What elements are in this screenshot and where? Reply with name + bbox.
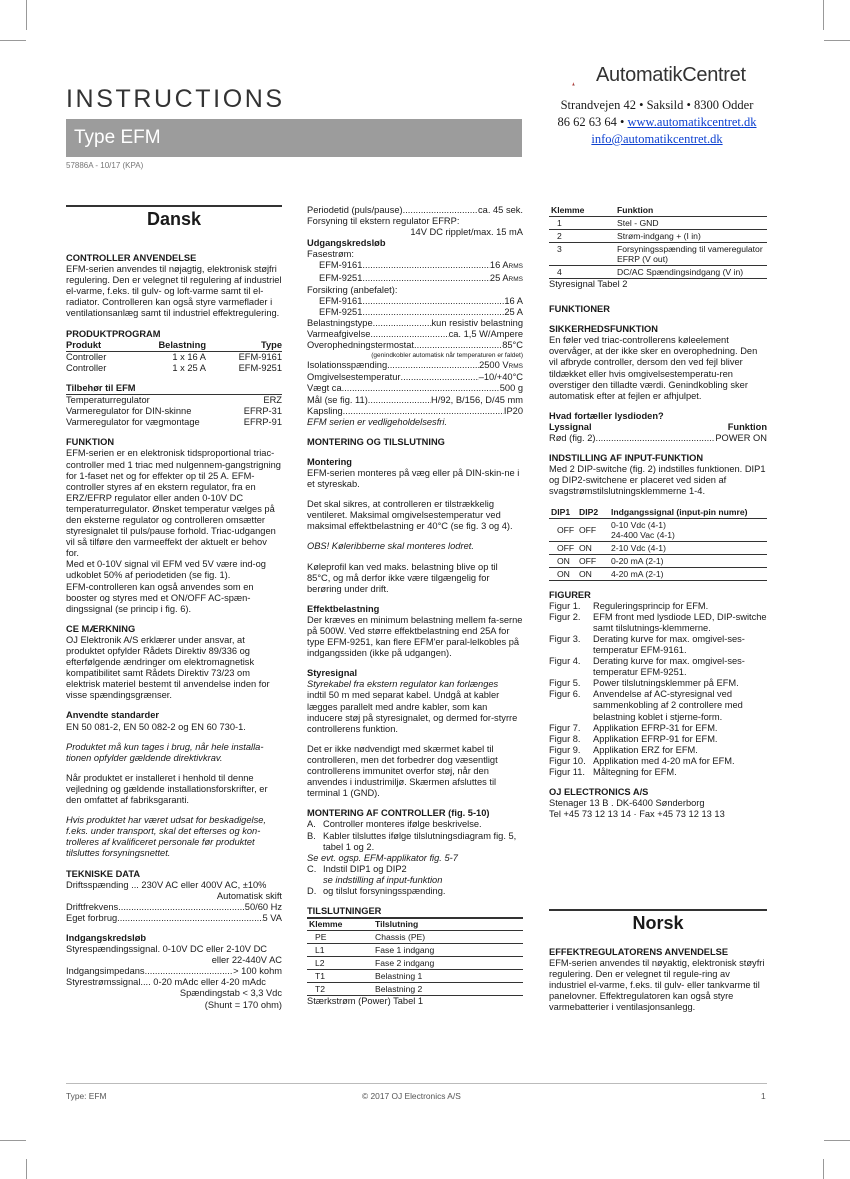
company-contact [545,97,769,148]
cell: Forsyningsspænding til vameregulator EFRP (V out) [615,243,767,266]
subheading: Styresignal [307,668,358,679]
tech-line [307,383,523,394]
figure-number: Figur 8. [549,733,581,744]
table-row [549,266,767,279]
paragraph: EFM-serien er en elektronisk tidsproportional triac-controller med 1 triac med nulgennem-gangstrigning for 1-faset net og for effekter op til 25 A. EFM-controller styres af en ekstern regulator, fra en ERZ/EFRP regulator eller anden 0-10V DC temperaturregulator. Ønsket temperatur vælges på den eksterne regulator og controlleren omsætter styresignalet til puls/pause forhold. Triac-udgangen vil så tilføre den varmeeffekt der aktuelt er behov for. [66,448,281,559]
column-header: Lyssignal [549,421,592,432]
list-item [307,831,523,853]
label: Kapsling [307,405,343,416]
table-caption: Stærkstrøm (Power) Tabel 1 [307,996,424,1007]
accessory-list [66,394,282,428]
cell: EFRP-31 [243,406,282,417]
list-marker: B. [307,830,316,841]
figure-item [549,656,767,678]
note: se indstilling af input-funktion [323,874,443,885]
table-row [66,363,282,374]
list-text: Indstil DIP1 og DIP2 [323,863,407,874]
dip-table [549,507,767,581]
cell: 2 [549,230,615,243]
company-logo-text: AutomatikCentret [596,64,746,86]
tech-line [307,260,523,272]
cell: 2-10 Vdc (4-1) [609,541,767,554]
label: Omgivelsestemperatur [307,372,401,383]
address-line: Stenager 13 B . DK-6400 Sønderborg [549,798,705,809]
tech-line [307,296,523,307]
figure-number: Figur 3. [549,633,581,644]
paragraph: Når produktet er installeret i henhold til denne vejledning og gældende installationsforskrifter, er den omfattet af fabriksgaranti. [66,772,268,806]
cell: 1 [549,217,615,230]
list-item [307,864,523,875]
section-heading: FIGURER [549,589,591,600]
table-row [307,931,523,944]
cell: OFF [549,518,577,541]
table-row [307,970,523,983]
crop-mark [26,1159,27,1179]
tech-line [307,205,523,216]
tech-line [307,329,523,340]
column-header: Belastning [158,339,206,350]
figure-item [549,723,767,734]
crop-mark [823,1159,824,1179]
paragraph: EFM-controlleren kan også anvendes som en booster og styres med et ON/OFF AC-spæn-dingssignal (se princip i fig. 6). [66,581,254,614]
tech-line: Fasestrøm: [307,249,355,260]
crop-mark [823,0,824,30]
figure-caption: Applikation EFRP-31 for EFM. [593,722,718,733]
paragraph: indtil 50 m med separat kabel. Undgå at kabler lægges parallelt med andre kabler, som kan inducere støj på styresignalet, og dermed for-styrre controllerens funktion. [307,690,518,734]
section-heading: TEKNISKE DATA [66,868,141,879]
cell: DC/AC Spændingsindgang (V in) [615,266,767,279]
section-heading: OJ ELECTRONICS A/S [549,787,649,798]
subheading: Hvad fortæller lysdioden? [549,410,664,421]
paragraph: Hvis produktet har været udsat for beskadigelse, f.eks. under transport, skal det efterses og kon-trolleres af kvalificeret personale før produktet tilsluttes forsyningsnettet. [66,815,266,859]
section-heading: FUNKTION [66,437,115,448]
tech-line: Forsikring (anbefalet): [307,284,398,295]
section-heading: INDSTILLING AF INPUT-FUNKTION [549,453,704,464]
led-table-header [549,422,767,433]
table-row [307,957,523,970]
figure-caption: EFM front med lysdiode LED, DIP-switche samt tilslutnings-klemmerne. [593,611,767,633]
cell: Belastning 1 [373,970,523,983]
value [490,260,523,272]
cell: 1 x 25 A [172,362,206,373]
tech-line [307,372,523,383]
value: POWER ON [715,433,767,444]
table-row [549,554,767,567]
cell: ON [577,567,609,580]
figure-item [549,634,767,656]
cell: ON [549,554,577,567]
cell: T2 [307,983,373,996]
section-heading: MONTERING OG TILSLUTNING [307,436,445,447]
value-number: 16 A [489,260,509,271]
figure-item [549,745,767,756]
paragraph: EFM serien er vedligeholdelsesfri. [307,416,448,427]
cell: Controller [66,362,107,373]
address-line: Tel +45 73 12 13 14 · Fax +45 73 12 13 13 [549,809,725,820]
value: kun resistiv belastning [431,317,523,328]
cell: EFM-9161 [238,351,282,362]
tech-line [66,913,282,924]
tech-line [307,406,523,417]
crop-mark [0,1140,26,1141]
language-heading-dansk: Dansk [66,205,282,231]
label: EFM-9161 [319,295,363,306]
table-row [549,243,767,266]
cell: 4-20 mA (2-1) [609,567,767,580]
list-item [66,395,282,406]
paragraph: OJ Elektronik A/S erklærer under ansvar, at produktet opfylder Rådets Direktiv 89/336 og efterfølgende ændringer om elektromagnetisk kompatibilitet samt Rådets Direktiv 73/23 om elektrisk materiel bestemt til anvendelse inden for visse spændingsgrænser. [66,634,270,701]
subheading: Anvendte standarder [66,710,159,721]
column-header: Tilslutning [373,918,523,931]
value-number: 2500 V [479,360,509,371]
figure-item [549,756,767,767]
subheading: Indgangskredsløb [66,932,147,943]
cell: L1 [307,944,373,957]
label: Periodetid (puls/pause) [307,205,403,215]
table-row [549,217,767,230]
value: IP20 [503,405,523,416]
unit: RMS [508,263,523,271]
cell: Chassis (PE) [373,931,523,944]
label: Rød (fig. 2) [549,433,596,444]
label: Driftfrekvens [66,901,119,912]
tech-line: Styrestrømssignal.... 0-20 mAdc eller 4-20 mAdc [66,977,266,988]
paragraph: EFM-serien anvendes til nøjagtig, elektronisk støjfri regulering. Den er velegnet til regulering af industriel el-varme, f.eks. til gulv- og loft-varme samt til el-radiator. Controlleren kan også styre varmeflader i ventilationsanlæg samt til industriel effektregulering. [66,264,282,319]
label: Indgangsimpedans [66,966,145,977]
figure-number: Figur 4. [549,656,581,667]
tech-line [66,966,282,977]
label: EFM-9251 [319,272,363,283]
label: Overophedningstermostat [307,340,414,351]
value: ca. 1,5 W/Ampere [448,329,523,340]
table-row [66,352,282,363]
section-heading: FUNKTIONER [549,304,610,315]
value: ca. 45 sek. [478,205,523,215]
crop-mark [26,0,27,30]
footer-left: Type: EFM [66,1091,107,1101]
cell: T1 [307,970,373,983]
tech-line: 14V DC ripplet/max. 15 mA [410,227,523,238]
tech-line [66,902,282,913]
figure-caption: Anvendelse af AC-styresignal ved sammenkobling af 2 controllere med belastning koblet i stjerne-form. [593,689,743,722]
cell: Stel - GND [615,217,767,230]
list-text: Controller monteres ifølge beskrivelse. [323,819,482,830]
tech-line [307,360,523,372]
subheading: Tilbehør til EFM [66,382,136,393]
label: Belastningstype [307,317,373,328]
tech-line: Spændingstab < 3,3 Vdc [179,988,282,999]
cell: ERZ [263,395,282,406]
paragraph: Med et 0-10V signal vil EFM ved 5V være ind-og udkoblet 50% af periodetiden (se fig. 1). [66,559,266,581]
tech-line: (Shunt = 170 ohm) [204,999,282,1010]
type-banner [66,119,522,157]
tech-line [307,273,523,285]
cell: Fase 2 indgang [373,957,523,970]
table-row [549,567,767,580]
cell: Fase 1 indgang [373,944,523,957]
value: H/92, B/156, D/45 mm [431,394,523,405]
cell: 4 [549,266,615,279]
cell: PE [307,931,373,944]
led-row [549,433,767,444]
section-heading: SIKKERHEDSFUNKTION [549,324,658,335]
table-caption: Styresignal Tabel 2 [549,279,628,289]
figure-item [549,612,767,634]
value: 50/60 Hz [244,901,282,912]
norsk-section [549,909,767,1014]
value [490,273,523,285]
cell: 3 [549,243,615,266]
note: Se evt. ogsp. EFM-applikator fig. 5-7 [307,852,458,863]
type-label: Type EFM [74,127,161,148]
table-row [549,518,767,541]
section-heading: MONTERING AF CONTROLLER (fig. 5-10) [307,808,490,819]
figure-caption: Applikation ERZ for EFM. [593,744,698,755]
column-header: Funktion [615,205,767,217]
paragraph: EN 50 081-2, EN 50 082-2 og EN 60 730-1. [66,721,246,732]
paragraph: Det er ikke nødvendigt med skærmet kabel til controlleren, men det forbedrer dog væsentligt controllerens immunitet overfor støj, når den anvendes i industrimiljø. Skærmen afsluttes til terminal 1 (GND). [307,743,498,799]
paragraph: OBS! Køleribberne skal monteres lodret. [307,541,474,552]
footer-copyright: © 2017 OJ Electronics A/S [362,1091,461,1101]
list-text: og tilslut forsyningsspænding. [323,885,446,896]
cell: EFM-9251 [238,362,282,373]
column-header: Indgangssignal (input-pin numre) [609,507,767,519]
column-3 [549,205,767,820]
list-marker: C. [307,863,317,874]
tech-line: Driftsspænding ... 230V AC eller 400V AC, ±10% [66,879,267,890]
section-heading: PRODUKTPROGRAM [66,328,161,339]
page-title: INSTRUCTIONS [66,85,285,113]
cell: OFF [549,541,577,554]
figure-caption: Power tilslutningsklemmer på EFM. [593,678,739,689]
value: > 100 kohm [233,966,282,977]
company-website-link[interactable]: www.automatikcentret.dk [627,115,757,129]
value: 500 g [499,383,523,394]
cell: Controller [66,351,107,362]
figure-caption: Måltegning for EFM. [593,767,677,777]
list-item [307,819,523,830]
value: 5 VA [262,912,282,923]
tech-line [307,395,523,406]
figure-item [549,689,767,722]
column-header: Funktion [727,421,767,432]
value: 25 A [504,306,523,317]
column-header: Produkt [66,339,102,350]
column-header: DIP1 [549,507,577,519]
list-item [66,406,282,417]
figure-list [549,601,767,779]
figure-number: Figur 9. [549,744,581,755]
value: –10/+40°C [478,372,523,383]
figure-item [549,734,767,745]
cell: OFF [577,554,609,567]
figure-number: Figur 2. [549,611,581,622]
table-row [307,944,523,957]
column-header: Type [260,339,282,350]
figure-caption: Applikation EFRP-91 for EFM. [593,733,718,744]
unit: RMS [508,363,523,371]
cell: Belastning 2 [373,983,523,996]
column-header: DIP2 [577,507,609,519]
cell: EFRP-91 [243,417,282,428]
crop-mark [824,40,850,41]
cell: 1 x 16 A [172,351,206,362]
section-heading: CE MÆRKNING [66,623,136,634]
column-1 [66,205,282,1011]
label: Vægt ca. [307,383,345,394]
label: Isolationsspænding [307,360,388,371]
table-row [549,541,767,554]
paragraph: Styrekabel fra ekstern regulator kan forlænges [307,679,499,690]
product-table-header [66,340,282,352]
automatikcentret-logo-icon [572,70,596,98]
page-number: 1 [761,1091,766,1101]
figure-number: Figur 1. [549,600,581,611]
cell: ON [549,567,577,580]
section-heading: CONTROLLER ANVENDELSE [66,253,197,263]
figure-number: Figur 6. [549,689,581,700]
label: EFM-9161 [319,260,363,271]
cell: Varmeregulator for vægmontage [66,417,200,428]
figure-item [549,767,767,778]
list-marker: A. [307,819,316,830]
document-number: 57886A - 10/17 (KPA) [66,161,144,170]
label: Eget forbrug [66,912,118,923]
crop-mark [0,40,26,41]
cell: OFF [577,518,609,541]
cell: Varmeregulator for DIN-skinne [66,406,192,417]
value: 16 A [504,295,523,306]
footer-divider [66,1083,767,1084]
value: 85°C [502,340,523,351]
subheading: Udgangskredsløb [307,238,386,249]
column-header: Klemme [307,918,373,931]
figure-caption: Derating kurve for max. omgivel-ses-temperatur EFM-9251. [593,656,745,678]
power-table [307,917,523,996]
cell: ON [577,541,609,554]
paragraph: Produktet må kun tages i brug, når hele installa-tionen opfylder gældende direktivkrav. [66,741,264,763]
paragraph: EFM-serien monteres på væg eller på DIN-skin-ne i et styreskab. [307,467,520,490]
tech-line [307,318,523,329]
paragraph: Med 2 DIP-switche (fig. 2) indstilles funktionen. DIP1 og DIP2-switchene er placeret ved siden af svagstrømstilslutningsklemmerne 1-4. [549,464,766,497]
language-heading-norsk: Norsk [549,909,767,935]
list-text: Kabler tilsluttes ifølge tilslutningsdiagram fig. 5, tabel 1 og 2. [323,830,517,852]
tech-line: Styrespændingssignal. 0-10V DC eller 2-10V DC [66,944,268,955]
value [479,360,523,372]
list-item [66,417,282,428]
section-heading: EFFEKTREGULATORENS ANVENDELSE [549,947,729,957]
cell: Temperaturregulator [66,395,150,406]
value-number: 25 A [489,272,509,283]
note: (genindkobler automatisk når temperaturen er faldet) [371,352,523,360]
table-row [549,230,767,243]
section-heading: TILSLUTNINGER [307,906,382,917]
cell: 0-20 mA (2-1) [609,554,767,567]
list-marker: D. [307,885,317,896]
column-header: Klemme [549,205,615,217]
figure-item [549,678,767,689]
column-2 [307,205,523,1007]
list-item [307,886,523,897]
subheading: Effektbelastning [307,603,380,614]
label: EFM-9251 [319,306,363,317]
cell: Strøm-indgang + (I in) [615,230,767,243]
tech-line: Forsyning til ekstern regulator EFRP: [307,216,460,227]
paragraph: Køleprofil kan ved maks. belastning blive op til 85°C, og må derfor ikke være tilgængelig for berøring under drift. [307,561,498,594]
tech-line [307,307,523,318]
unit: RMS [508,275,523,283]
cell: 0-10 Vdc (4-1) 24-400 Vac (4-1) [609,518,767,541]
tech-line: Automatisk skift [216,890,282,901]
label: Varmeafgivelse [307,329,371,340]
company-email-link[interactable]: info@automatikcentret.dk [591,132,723,146]
subheading: Montering [307,456,352,467]
label: Mål (se fig. 11) [307,394,368,405]
figure-item [549,601,767,612]
tech-line [307,340,523,351]
paragraph: EFM-serien anvendes til nøyaktig, elektronisk støyfri regulering. Den er velegnet til regule-ring av industriel el-varme, f.eks. til gulv- eller tankvarme til panelovner. Effektregulatoren kan også styre varmebatterier i ventilasjonsanlegg. [549,958,765,1013]
crop-mark [824,1140,850,1141]
tech-line: eller 22-440V AC [211,955,282,966]
company-address: Strandvejen 42 • Saksild • 8300 Odder [560,98,754,112]
figure-caption: Derating kurve for max. omgivel-ses-temperatur EFM-9161. [593,633,745,655]
paragraph: Det skal sikres, at controlleren er tilstrækkelig ventileret. Maksimal omgivelsestemperatur ved maksimal effektbelastning er 40°C (se fig. 3 og 4). [307,499,513,532]
figure-caption: Reguleringsprincip for EFM. [593,600,709,611]
signal-table [549,205,767,279]
figure-number: Figur 7. [549,722,581,733]
paragraph: Der kræves en minimum belastning mellem fa-serne på 500W. Ved større effektbelastning end 25A for type EFM-9251, kan flere EFM'er paral-lelkobles på indgangssiden (ikke på udgangen). [307,614,523,659]
paragraph: En føler ved triac-controllerens køleelement overvåger, at der ikke sker en overophedning. Den vil afbryde controller, dersom den ved fejl bliver tildækket eller hvis omgivelsestemperatu-ren overstiger den tilladte værdi. Genindkobling sker automatisk efter at fejlen er afhjulpet. [549,335,758,401]
figure-number: Figur 11. [549,767,585,777]
table-row [307,983,523,996]
figure-number: Figur 10. [549,755,586,766]
company-phone: 86 62 63 64 • [557,115,628,129]
figure-number: Figur 5. [549,678,581,689]
figure-caption: Applikation med 4-20 mA for EFM. [593,755,735,766]
cell: L2 [307,957,373,970]
